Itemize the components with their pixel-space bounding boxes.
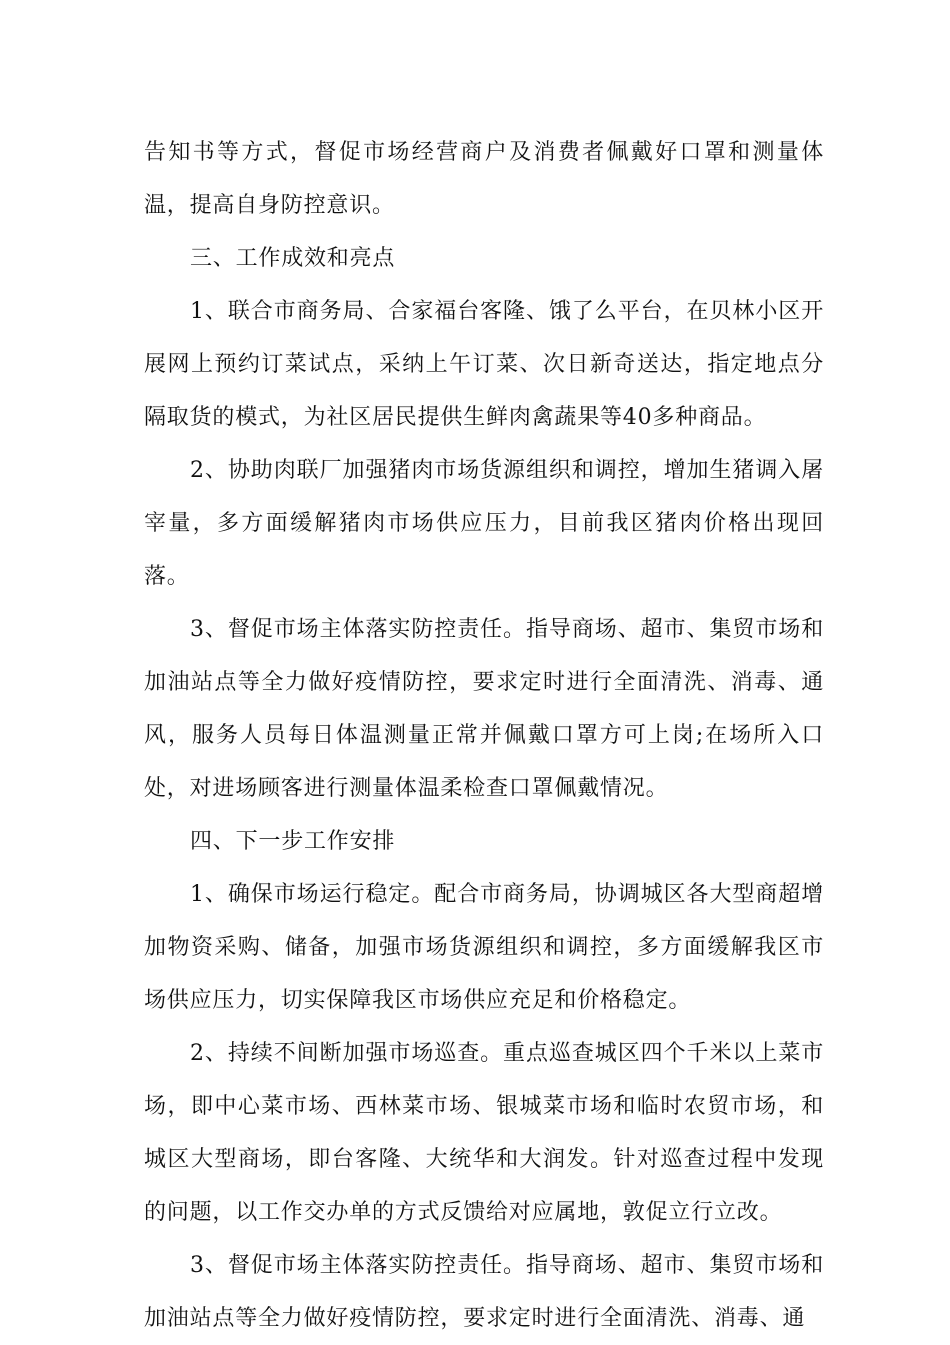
paragraph-result-3: 3、督促市场主体落实防控责任。指导商场、超市、集贸市场和加油站点等全力做好疫情防控，要求定时进行全面清洗、消毒、通风，服务人员每日体温测量正常并佩戴口罩方可上岗;在场所入口处，对进场顾客进行测量体温柔检查口罩佩戴情况。 xyxy=(144,617,824,801)
paragraph-result-1: 1、联合市商务局、合家福台客隆、饿了么平台，在贝林小区开展网上预约订菜试点，采纳上午订菜、次日新奇送达，指定地点分隔取货的模式，为社区居民提供生鲜肉禽蔬果等40多种商品。 xyxy=(144,299,824,430)
paragraph-continuation: 告知书等方式，督促市场经营商户及消费者佩戴好口罩和测量体温，提高自身防控意识。 xyxy=(144,140,824,218)
paragraph-result-2: 2、协助肉联厂加强猪肉市场货源组织和调控，增加生猪调入屠宰量，多方面缓解猪肉市场供应压力，目前我区猪肉价格出现回落。 xyxy=(144,458,824,589)
paragraph-next-step-3: 3、督促市场主体落实防控责任。指导商场、超市、集贸市场和加油站点等全力做好疫情防控，要求定时进行全面清洗、消毒、通 xyxy=(144,1253,824,1331)
section-heading-next-steps: 四、下一步工作安排 xyxy=(190,829,396,854)
paragraph-next-step-1: 1、确保市场运行稳定。配合市商务局，协调城区各大型商超增加物资采购、储备，加强市场货源组织和调控，多方面缓解我区市场供应压力，切实保障我区市场供应充足和价格稳定。 xyxy=(144,882,824,1013)
document-body xyxy=(144,126,824,1345)
paragraph-next-step-2: 2、持续不间断加强市场巡查。重点巡查城区四个千米以上菜市场，即中心菜市场、西林菜市场、银城菜市场和临时农贸市场，和城区大型商场，即台客隆、大统华和大润发。针对巡查过程中发现的问题，以工作交办单的方式反馈给对应属地，敦促立行立改。 xyxy=(144,1041,824,1225)
section-heading-results: 三、工作成效和亮点 xyxy=(190,246,396,271)
